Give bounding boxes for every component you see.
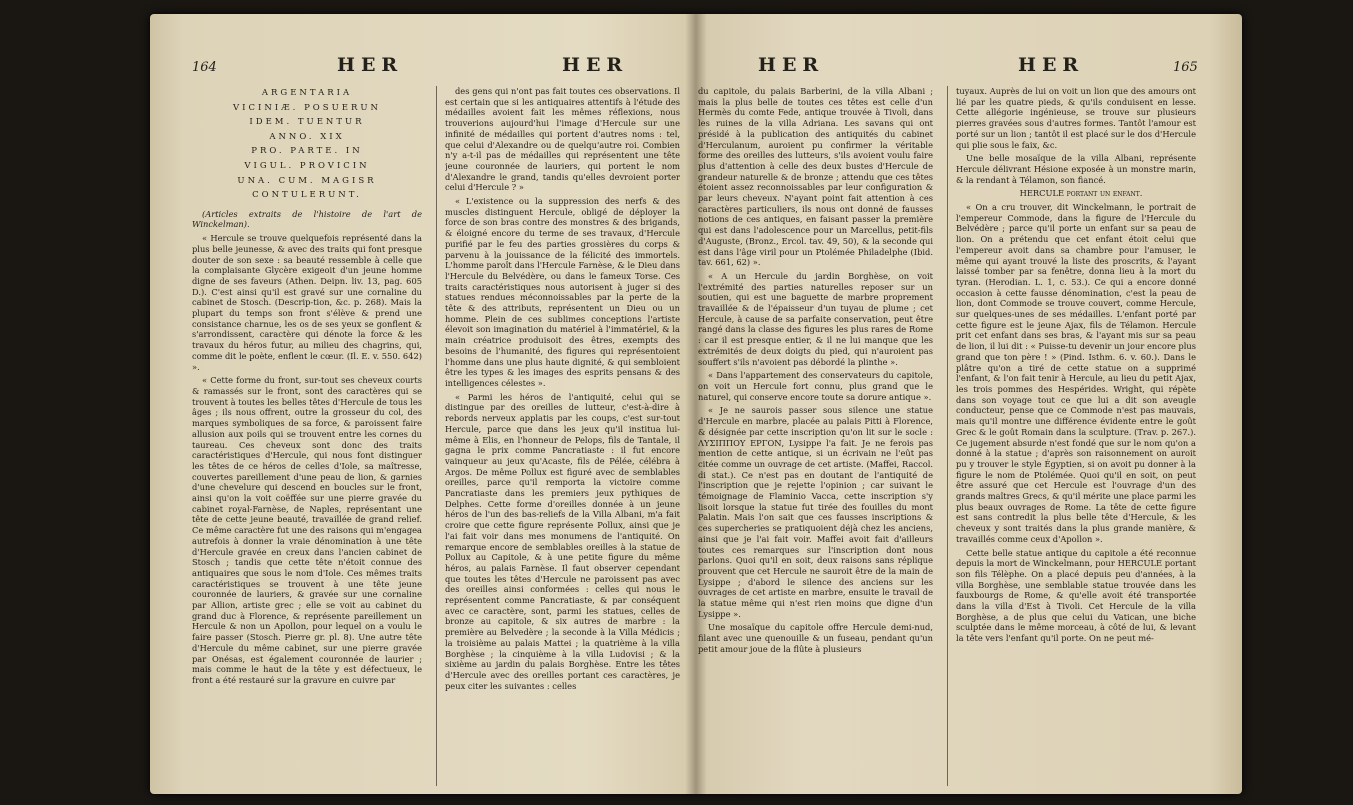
text-column: [698, 86, 933, 786]
paragraph: Une mosaïque du capitole offre Hercule demi-nud, filant avec une quenouille & un fuseau, pendant qu'un petit amour joue de la flûte à plusieurs: [698, 622, 933, 654]
paragraph: « Je ne saurois passer sous silence une statue d'Hercule en marbre, placée au palais Pitti à Florence, & désignée par cette inscription qu'on lit sur le socle : ΛΥΣΙΠΠΟΥ ΕΡΓΟΝ, Lysippe l'a fait. Je ne ferois pas mention de cette antique, si un écrivain ne l'eût pas citée comme un ouvrage de cet artiste. (Maffei, Raccol. di stat.). Ce n'est pas en doutant de l'antiquité de l'inscription que je rejette l'opinion ; car suivant le témoignage de Flaminio Vacca, cette inscription s'y lisoit lorsque la statue fut tirée des fouilles du mont Palatin. Mais l'on sait que ces fausses inscriptions & ces supercheries se pratiquoient déjà chez les anciens, ainsi que je l'ai fait voir. Maffei avoit fait d'ailleurs toutes ces remarques sur l'inscription dont nous parlons. Quoi qu'il en soit, deux raisons sans réplique prouvent que cet Hercule ne sauroit être de la main de Lysippe ; d'abord le silence des anciens sur les ouvrages de cet artiste en marbre, ensuite le travail de la statue même qui n'est rien moins que digne d'un Lysippe ».: [698, 405, 933, 619]
open-book: [150, 14, 1242, 794]
paragraph: « A un Hercule du jardin Borghèse, on voit l'extrémité des parties naturelles reposer sur un soutien, qui est une baguette de marbre proprement travaillée & de l'épaisseur d'un tuyau de plume ; cet Hercule, à cause de sa parfaite conservation, peut être rangé dans la classe des figures les plus rares de Rome : car il est presque entier, & il ne lui manque que les extrémités de deux doigts du pied, qui n'auroient pas souffert s'ils n'avoient pas débordé la plinthe ».: [698, 270, 933, 367]
section-heading: HERCULE portant un enfant.: [1019, 188, 1143, 199]
running-head: HER: [1018, 54, 1085, 76]
column-divider: [947, 86, 948, 786]
paragraph: « L'existence ou la suppression des nerfs & des muscles distinguent Hercule, obligé de déployer la force de son bras contre des monstres & des brigands, & éloigné encore du terme de ses travaux, d'Hercule purifié par le feu des parties grossières du corps & parvenu à la jouissance de la félicité des immortels. L'homme paroît dans l'Hercule Farnèse, & le Dieu dans l'Hercule du Belvédère, ou dans le fameux Torse. Ces traits caractéristiques nous autorisent à juger si des statues rendues méconnoissables par la perte de la tête & des attributs, représentent un Dieu ou un homme. Plein de ces sublimes conceptions l'artiste élevoit son imagination du matériel à l'immatériel, & la main créatrice produisoit des êtres, exempts des besoins de l'humanité, des figures qui représentoient l'homme dans une plus haute dignité, & qui sembloient être les types & les images des esprits pensans & des intelligences célestes ».: [445, 196, 680, 388]
paragraph: « Hercule se trouve quelquefois représenté dans la plus belle jeunesse, & avec des traits qui font presque douter de son sexe : sa beauté ressemble à celle que la complaisante Glycère exigeoit d'un jeune homme digne de ses faveurs (Athen. Deipn. liv. 13, pag. 605 D.). C'est ainsi qu'il est gravé sur une cornaline du cabinet de Stosch. (Descrip-tion, &c. p. 268). Mais la plupart du temps son front s'élève & prend une consistance charnue, les os de ses yeux se gonflent & s'arrondissent, caractère qui dénote la force & les travaux du héros futur, au milieu des chagrins, qui, comme dit le poète, enflent le cœur. (Il. E. v. 550. 642) ».: [192, 233, 422, 372]
paragraph: « Parmi les héros de l'antiquité, celui qui se distingue par des oreilles de lutteur, c'est-à-dire à rebords nerveux applatis par les coups, c'est sur-tout Hercule, parce que dans les jeux qu'il institua lui-même à Elis, en l'honneur de Pelops, fils de Tantale, il gagna le prix comme Pancratiaste : il fut encore vainqueur au jeux qu'Acaste, fils de Pélée, célébra à Argos. De même Pollux est figuré avec de semblables oreilles, parce qu'il remporta la victoire comme Pancratiaste dans les premiers jeux pythiques de Delphes. Cette forme d'oreilles donnée à un jeune héros de l'un des bas-reliefs de la Villa Albani, m'a fait croire que cette figure représente Pollux, ainsi que je l'ai fait voir dans mes monumens de l'antiquité. On remarque encore de semblables oreilles à la statue de Pollux au Capitole, & à une petite figure du même héros, au palais Farnèse. Il faut observer cependant que toutes les têtes d'Hercule ne paroissent pas avec des oreilles ainsi conformées : celles qui nous le représentent comme Pancratiaste, & par conséquent avec ce caractère, sont, parmi les statues, celles de bronze au capitole, & six autres de marbre : la première au Belvedère ; la seconde à la Villa Médicis ; la troisième au palais Mattei ; la quatrième à la villa Borghèse ; la cinquième à la villa Ludovisi ; & la sixième au jardin du palais Borghèse. Entre les têtes d'Hercule avec des oreilles portant ces caractères, je peux citer les suivantes : celles: [445, 391, 680, 691]
inscription-line: VICINIÆ. POSUERUN: [233, 102, 381, 113]
inscription-line: VIGUL. PROVICIN: [244, 160, 370, 171]
paragraph: tuyaux. Auprès de lui on voit un lion que des amours ont lié par les quatre pieds, & qu'ils conduisent en lesse. Cette allégorie ingénieuse, se trouve sur plusieurs pierres gravées sous d'autres formes. Tantôt l'amour est porté sur un lion ; tantôt il est placé sur le dos d'Hercule qui plie sous le faix, &c.: [956, 86, 1196, 150]
running-head: HER: [562, 54, 629, 76]
inscription-line: IDEM. TUENTUR: [249, 117, 365, 128]
running-head: HER: [337, 54, 404, 76]
text-column: [445, 86, 680, 786]
paragraph: (Articles extraits de l'histoire de l'art de Winckelman).: [192, 208, 422, 230]
paragraph: « On a cru trouver, dit Winckelmann, le portrait de l'empereur Commode, dans la figure de l'Hercule du Belvédère ; parce qu'il porte un enfant sur sa peau de lion. On a prétendu que cet enfant étoit celui que l'empereur avoit dans sa chambre pour l'amuser, le même qui ayant trouvé la liste des proscrits, & l'ayant laissé tomber par sa fenêtre, donna lieu à la mort du tyran. (Herodian. L. 1, c. 53.). Ce qui a encore donné occasion à cette fausse dénomination, c'est la peau de lion, dont Commode se trouve couvert, comme Hercule, sur quelques-unes de ses médailles. L'enfant porté par cette figure est le jeune Ajax, fils de Télamon. Hercule prit cet enfant dans ses bras, & l'ayant mis sur sa peau de lion, il lui dit : « Puisse-tu devenir un jour encore plus grand que ton père ! » (Pind. Isthm. 6. v. 60.). Dans le plâtre qu'on a tiré de cette statue on a supprimé l'enfant, & l'on fait tenir à Hercule, au lieu du petit Ajax, les trois pommes des Hespérides. Wright, qui répète dans son voyage tout ce que lui a dit son aveugle conducteur, pense que ce Commode n'est pas mauvais, mais qu'il montre une différence évidente entre le goût Grec & le goût Romain dans la sculpture. (Trav. p. 267.). Ce jugement absurde n'est fondé que sur le nom qu'on a donné à la statue ; d'après son raisonnement on auroit pu y trouver le style Égyptien, si on avoit pu donner à la figure le nom de Ptolémée. Quoi qu'il en soit, on peut être assuré que cet Hercule est l'ouvrage d'un des grands maîtres Grecs, & qu'il mérite une place parmi les plus beaux ouvrages de Rome. La tête de cette figure est sans contredit la plus belle tête d'Hercule, & les cheveux y sont traités dans la plus grande manière, & travaillés comme ceux d'Apollon ».: [956, 202, 1196, 544]
page-number: 165: [1173, 60, 1198, 75]
text-column: [192, 86, 422, 786]
inscription-line: ANNO. XIX: [269, 131, 345, 142]
text-column: [956, 86, 1196, 786]
paragraph: des gens qui n'ont pas fait toutes ces observations. Il est certain que si les antiquaires attentifs à l'étude des médailles avoient fait les mêmes réflexions, nous trouverions aujourd'hui l'image d'Hercule sur une infinité de médailles qui portent d'autres noms : tel, que celui d'Alexandre ou de quelqu'autre roi. Combien n'y a-t-il pas de médailles qui représentent une tête jeune couronnée de lauriers, qui portent le nom d'Alexandre le grand, tandis qu'elles devroient porter celui d'Hercule ? »: [445, 86, 680, 193]
right-page: [698, 14, 1198, 794]
inscription-line: ARGENTARIA: [261, 88, 353, 98]
inscription-line: UNA. CUM. MAGISR: [237, 175, 377, 186]
inscription-line: CONTULERUNT.: [252, 190, 362, 201]
page-number: 164: [192, 60, 217, 75]
paragraph: du capitole, du palais Barberini, de la villa Albani ; mais la plus belle de toutes ces têtes est celle d'un Hermès du comte Fede, antique trouvée à Tivoli, dans les ruines de la villa Adriana. Les savans qui ont présidé à la publication des antiquités du cabinet d'Herculanum, auroient pu confirmer la véritable forme des oreilles des lutteurs, s'ils avoient voulu faire plus d'attention à celle des deux bustes d'Hercule de grandeur naturelle & de bronze ; attendu que ces têtes étoient assez reconnoissables par leur configuration & par leurs cheveux. N'ayant point fait attention à ces caractères particuliers, ils nous ont donné de fausses notions de ces antiques, en faisant passer la première qui est dans l'adolescence pour un Marcellus, petit-fils d'Auguste, (Bronz., Ercol. tav. 49, 50), & la seconde qui est dans l'âge viril pour un Ptolémée Philadelphe (Ibid. tav. 661, 62) ».: [698, 86, 933, 268]
paragraph: Une belle mosaïque de la villa Albani, représente Hercule délivrant Hésione exposée à un monstre marin, & la rendant à Télamon, son fiancé.: [956, 153, 1196, 185]
paragraph: Cette belle statue antique du capitole a été reconnue depuis la mort de Winckelmann, pour HERCULE portant son fils Télèphe. On a placé depuis peu d'années, à la villa Borghèse, une semblable statue trouvée dans les fauxbourgs de Rome, & qu'elle avoit été transportée dans la villa d'Est à Tivoli. Cet Hercule de la villa Borghèse, a de plus que celui du Vatican, une biche sculptée dans le même morceau, à côté de lui, & levant la tête vers l'enfant qu'il porte. On ne peut mé-: [956, 547, 1196, 644]
column-divider: [436, 86, 437, 786]
paragraph: « Cette forme du front, sur-tout ses cheveux courts & ramassés sur le front, sont des caractères qui se trouvent à toutes les belles têtes d'Hercule de tous les âges ; ils nous offrent, outre la grosseur du col, des marques symboliques de sa force, & paroissent faire allusion aux poils qui se trouvent entre les cornes du taureau. Ces cheveux sont donc des traits caractéristiques d'Hercule, qui nous font distinguer les têtes de ce héros de celles d'Iole, sa maîtresse, couvertes pareillement d'une peau de lion, & garnies d'une chevelure qui descend en boucles sur le front, ainsi qu'on la voit coëffée sur une pierre gravée du cabinet royal-Farnèse, de Naples, représentant une tête de cette jeune beauté, travaillée de grand relief. Ce même caractère fut une des raisons qui m'engagea autrefois à donner la vraie dénomination à une tête d'Hercule gravée en creux dans l'ancien cabinet de Stosch ; tandis que cette tête n'étoit connue des antiquaires que sous le nom d'Iole. Ces mêmes traits caractéristiques se trouvent à une tête jeune couronnée de lauriers, & gravée sur une cornaline par Allion, artiste grec ; elle se voit au cabinet du grand duc à Florence, & représente pareillement un Hercule & non un Apollon, pour lequel on a voulu le faire passer (Stosch. Pierre gr. pl. 8). Une autre tête d'Hercule du même cabinet, sur une pierre gravée par Onésas, est également couronnée de laurier ; mais comme le haut de la tête y est défectueux, le front a été restauré sur la gravure en cuivre par: [192, 375, 422, 685]
left-page: [192, 14, 682, 794]
running-head: HER: [758, 54, 825, 76]
paragraph: « Dans l'appartement des conservateurs du capitole, on voit un Hercule fort connu, plus grand que le naturel, qui conserve encore toute sa dorure antique ».: [698, 370, 933, 402]
latin-inscription: [192, 86, 422, 203]
inscription-line: PRO. PARTE. IN: [251, 146, 363, 157]
